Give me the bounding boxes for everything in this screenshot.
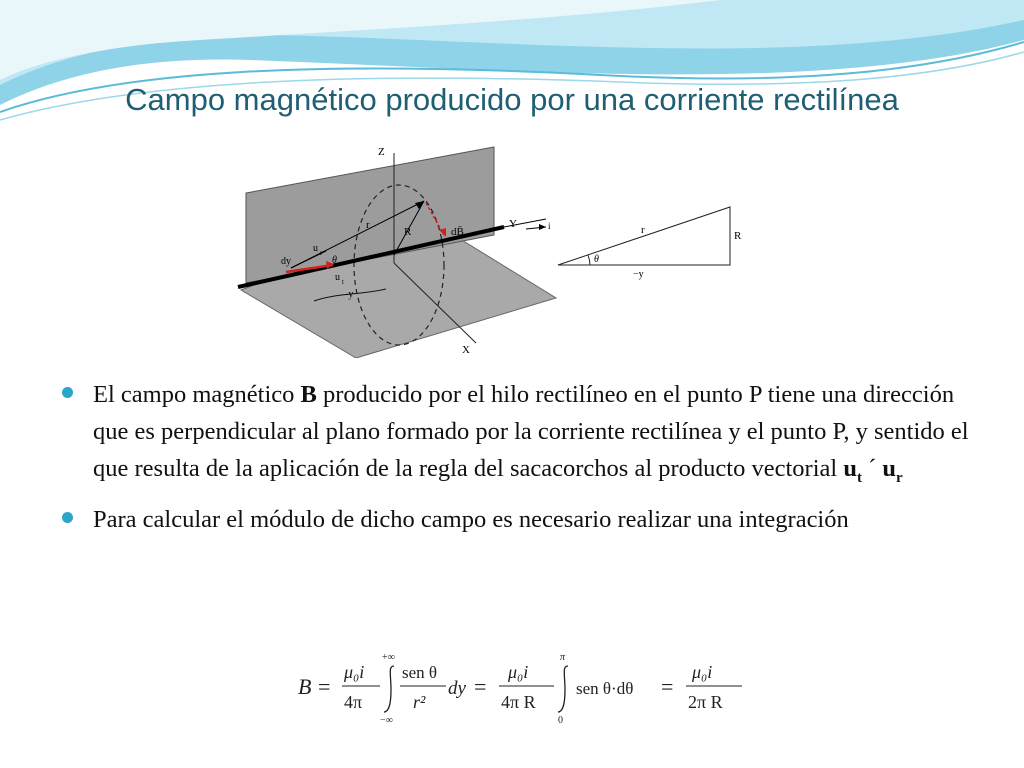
ur-label: u xyxy=(313,243,318,254)
svg-text:μ₀i: μ₀i xyxy=(692,662,713,682)
triangle-theta-label: θ xyxy=(594,254,599,265)
bullet-dot xyxy=(62,387,73,398)
bullet-list xyxy=(62,376,982,538)
wire-field-diagram xyxy=(236,143,746,358)
R-label: R xyxy=(404,226,412,238)
svg-text:=: = xyxy=(318,674,331,699)
current-label: i xyxy=(548,221,551,231)
theta-label: θ xyxy=(332,255,337,266)
svg-text:0: 0 xyxy=(558,715,563,725)
svg-text:4π R: 4π R xyxy=(501,692,536,712)
svg-text:sen θ·dθ: sen θ·dθ xyxy=(576,679,634,698)
dy-label: dy xyxy=(281,256,291,267)
svg-text:=: = xyxy=(661,674,674,699)
svg-text:r²: r² xyxy=(413,692,426,712)
svg-text:4π: 4π xyxy=(344,692,363,712)
dB-label: dB̄ xyxy=(451,226,464,238)
ut-sub-label: t xyxy=(342,278,344,286)
svg-text:B: B xyxy=(298,674,312,699)
svg-text:π: π xyxy=(560,652,566,663)
bullet-dot xyxy=(62,512,73,523)
x-axis-label: X xyxy=(462,344,470,356)
neg-y-label: -y xyxy=(345,289,354,300)
bullet-item: El campo magnético B producido por el hilo rectilíneo en el punto P tiene una dirección que es perpendicular al plano formado por la corriente rectilínea y el punto P, y sentido el que resulta de la aplicación de la regla del sacacorchos al producto vectorial $u_t$ ´ $u_r$ xyxy=(62,376,982,497)
svg-text:dy: dy xyxy=(448,678,466,699)
bullet-item: Para calcular el módulo de dicho campo es necesario realizar una integración xyxy=(62,501,982,538)
triangle-neg-y-label: −y xyxy=(633,269,644,280)
header-wave-decoration xyxy=(0,0,1024,140)
svg-text:μ₀i: μ₀i xyxy=(344,662,365,682)
ut-label: u xyxy=(335,272,340,283)
svg-text:μ₀i: μ₀i xyxy=(508,662,529,682)
slide-title: Campo magnético producido por una corriente rectilínea xyxy=(125,82,899,117)
field-integral-formula xyxy=(296,650,746,725)
y-axis-label: Y xyxy=(509,218,517,230)
svg-text:2π R: 2π R xyxy=(688,692,723,712)
svg-text:=: = xyxy=(474,674,487,699)
triangle-r-label: r xyxy=(641,224,645,236)
triangle-R-label: R xyxy=(734,230,742,242)
ur-sub-label: r xyxy=(320,249,323,257)
svg-text:sen θ: sen θ xyxy=(402,663,438,682)
svg-text:−∞: −∞ xyxy=(380,715,393,725)
svg-text:+∞: +∞ xyxy=(382,652,395,663)
r-label: r xyxy=(366,219,370,231)
z-axis-label: Z xyxy=(378,146,385,158)
